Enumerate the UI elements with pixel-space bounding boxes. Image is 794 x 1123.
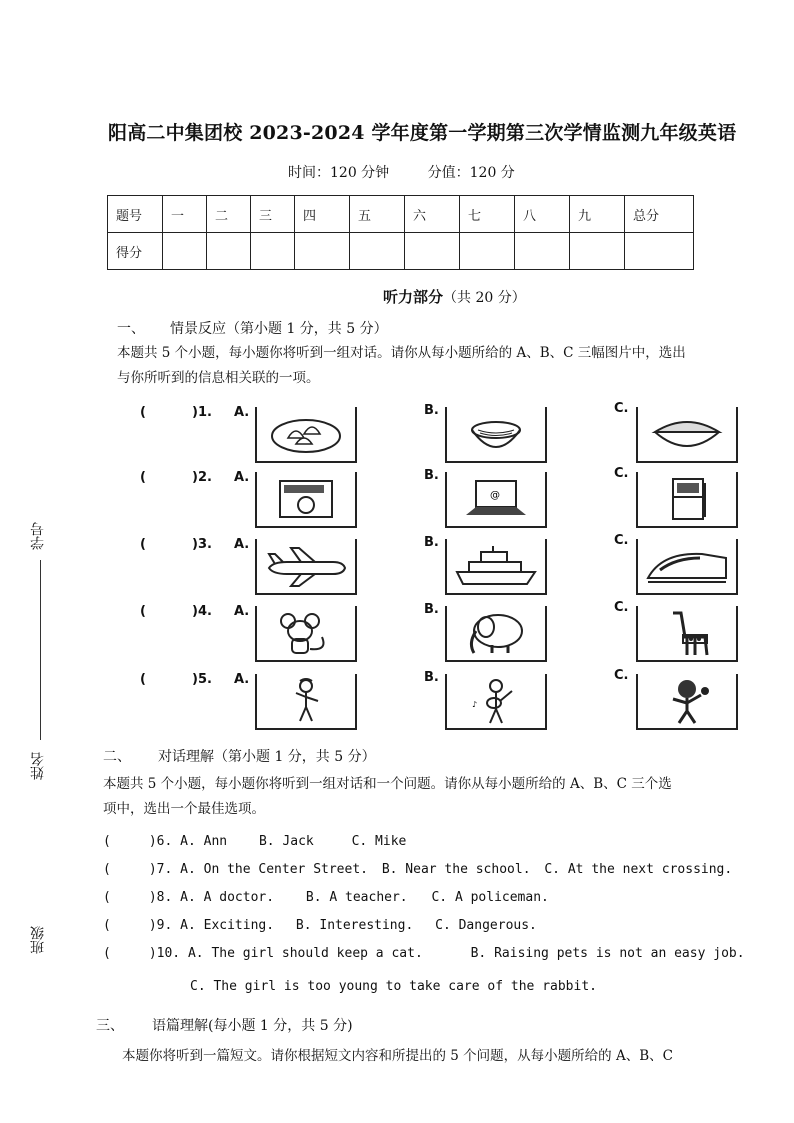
score-cell: 五 [350,196,405,233]
score-table [107,195,694,270]
option-b-label: B. [424,535,439,550]
section2-instruction-line: 本题共 5 个小题，每小题你将听到一组对话和一个问题。请你从每小题所给的 A、B、C 三个选 [103,776,672,792]
score-input-cell[interactable] [295,233,350,270]
section1-title: 情景反应（第小题 1 分，共 5 分） [170,321,388,337]
question-9 [103,918,537,933]
class-label: 班级 [30,926,46,954]
score-input-cell[interactable] [350,233,405,270]
boy-guitar-icon [445,674,547,730]
score-table-header-row [108,196,694,233]
rice-bowl-icon [636,407,738,463]
answer-paren[interactable]: ( [140,405,146,420]
giraffe-icon [636,606,738,662]
score-input-cell[interactable] [460,233,515,270]
section2-number: 二、 [103,749,131,765]
student-id-label: 学号 [30,522,46,550]
option-a-label: A. [234,537,250,552]
question-number: )6. [148,834,173,849]
option-c: C. Mike [351,834,407,849]
question-number: )10. [148,946,181,961]
listening-points: （共 20 分） [443,290,526,306]
section2-instructions [103,772,672,822]
answer-paren[interactable]: ( [103,946,111,961]
answer-paren[interactable]: ( [140,470,146,485]
exam-score: 分值：120 分 [427,165,515,181]
score-cell: 三 [251,196,295,233]
answer-paren[interactable]: ( [103,862,111,877]
question-number: )7. [148,862,173,877]
option-b: B. Near the school. [381,862,531,877]
ship-icon [445,539,547,595]
section1-instruction-line: 与你所听到的信息相关联的一项。 [117,370,320,386]
score-cell: 九 [570,196,625,233]
mouse-icon [255,606,357,662]
option-c-label: C. [614,533,629,548]
laptop-icon [445,472,547,528]
question-number: )5. [192,672,212,687]
score-cell: 一 [163,196,207,233]
option-b: B. A teacher. [305,890,408,905]
option-c-label: C. [614,466,629,481]
dumplings-icon [255,407,357,463]
answer-paren[interactable]: ( [103,890,111,905]
noodles-bowl-icon [445,407,547,463]
score-table-score-row [108,233,694,270]
option-a-label: A. [234,672,250,687]
question-number: )8. [148,890,173,905]
option-b-label: B. [424,403,439,418]
option-a-label: A. [234,405,250,420]
option-a: A. A doctor. [180,890,275,905]
option-b-label: B. [424,602,439,617]
score-cell: 六 [405,196,460,233]
answer-paren[interactable]: ( [140,604,146,619]
exam-title: 阳高二中集团校 2023-2024 学年度第一学期第三次学情监测九年级英语 [108,122,737,144]
option-c: C. A policeman. [431,890,549,905]
section1-instructions [117,341,686,391]
answer-paren[interactable]: ( [140,537,146,552]
score-cell: 四 [295,196,350,233]
score-cell: 题号 [108,196,163,233]
option-a: A. The girl should keep a cat. [187,946,423,961]
score-input-cell[interactable] [405,233,460,270]
option-a: A. On the Center Street. [180,862,368,877]
question-6 [103,834,406,849]
section2-instruction-line: 项中，选出一个最佳选项。 [103,801,265,817]
option-c-label: C. [614,401,629,416]
section1-number: 一、 [117,321,145,337]
microwave-phone-icon [255,472,357,528]
section3-instructions: 本题你将听到一篇短文。请你根据短文内容和所提出的 5 个问题，从每小题所给的 A、B、C [122,1048,673,1064]
airplane-icon [255,539,357,595]
svg-text:@: @ [490,490,500,501]
girl-dancing-icon [255,674,357,730]
score-cell: 七 [460,196,515,233]
option-c: C. At the next crossing. [544,862,733,877]
refrigerator-icon [636,472,738,528]
score-input-cell[interactable] [570,233,625,270]
option-b: B. Jack [258,834,314,849]
section3-title: 语篇理解(每小题 1 分，共 5 分) [152,1018,353,1034]
question-number: )1. [192,405,212,420]
exam-subtitle [288,162,549,182]
boy-drum-icon [636,674,738,730]
option-b: B. Raising pets is not an easy job. [470,946,745,961]
question-7 [103,862,732,877]
question-8 [103,890,549,905]
question-10-option-c: C. The girl is too young to take care of the rabbit. [190,979,597,994]
score-input-cell[interactable] [163,233,207,270]
section3-number: 三、 [96,1018,124,1034]
option-c: C. Dangerous. [435,918,537,933]
name-label: 姓名 [30,752,46,780]
score-cell: 得分 [108,233,163,270]
option-a: A. Ann [180,834,228,849]
score-input-cell[interactable] [625,233,694,270]
score-cell: 八 [515,196,570,233]
question-number: )2. [192,470,212,485]
svg-text:♪: ♪ [472,700,478,709]
score-input-cell[interactable] [207,233,251,270]
option-b: B. Interesting. [295,918,414,933]
section2-title: 对话理解（第小题 1 分，共 5 分） [158,749,376,765]
answer-paren[interactable]: ( [103,918,111,933]
option-c-label: C. [614,668,629,683]
option-a-label: A. [234,470,250,485]
score-input-cell[interactable] [515,233,570,270]
student-id-line[interactable] [40,560,41,740]
score-cell: 二 [207,196,251,233]
question-number: )9. [148,918,173,933]
section1-instruction-line: 本题共 5 个小题，每小题你将听到一组对话。请你从每小题所给的 A、B、C 三幅图片中，选出 [117,345,686,361]
option-a: A. Exciting. [180,918,275,933]
option-c-label: C. [614,600,629,615]
listening-title: 听力部分 [383,288,444,306]
score-input-cell[interactable] [251,233,295,270]
train-icon [636,539,738,595]
score-cell: 总分 [625,196,694,233]
question-number: )3. [192,537,212,552]
elephant-icon [445,606,547,662]
answer-paren[interactable]: ( [103,834,111,849]
option-b-label: B. [424,468,439,483]
option-a-label: A. [234,604,250,619]
option-b-label: B. [424,670,439,685]
listening-heading [383,286,526,307]
question-number: )4. [192,604,212,619]
question-10 [103,946,745,961]
answer-paren[interactable]: ( [140,672,146,687]
exam-time: 时间：120 分钟 [288,165,390,181]
